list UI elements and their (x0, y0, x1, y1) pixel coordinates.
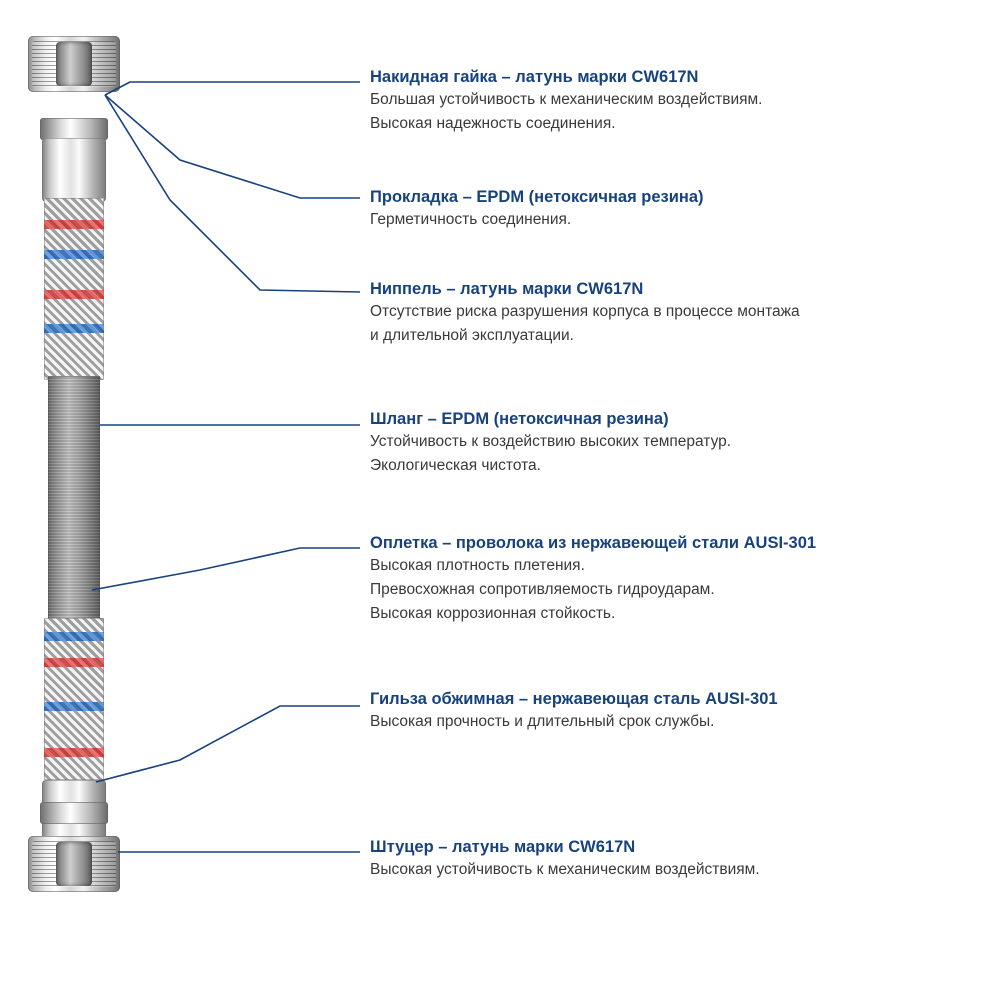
callout-line: Высокая коррозионная стойкость. (370, 605, 616, 622)
collar-bottom-part (40, 802, 108, 824)
callout-line: Превосхожная сопротивляемость гидроударам. (370, 581, 715, 598)
callout-line: Высокая плотность плетения. (370, 557, 585, 574)
callout-gilza-obzhimnaya (370, 688, 980, 734)
braid-stripe-red (44, 290, 104, 299)
callout-nakidnaya-gayka (370, 66, 980, 136)
braid-bottom-part (44, 618, 104, 780)
callout-line: Высокая надежность соединения. (370, 115, 616, 132)
callout-line: Экологическая чистота. (370, 457, 541, 474)
callout-line: Герметичность соединения. (370, 211, 572, 228)
callout-opletka (370, 532, 980, 626)
callout-title: Шланг – EPDM (нетоксичная резина) (370, 410, 669, 428)
hose-texture (48, 376, 100, 622)
braid-stripe-blue (44, 250, 104, 259)
product-illustration (18, 30, 148, 900)
ferrule-top-part (42, 138, 106, 202)
braid-stripe-red (44, 748, 104, 757)
braid-stripe-red (44, 220, 104, 229)
braid-stripe-red (44, 658, 104, 667)
callout-shtucer (370, 836, 980, 882)
nut-bore (56, 42, 92, 86)
callout-line: Устойчивость к воздействию высоких температур. (370, 433, 732, 450)
callout-nippel (370, 278, 980, 348)
callout-title: Штуцер – латунь марки CW617N (370, 838, 636, 856)
braid-top-part (44, 198, 104, 380)
collar-top-part (40, 118, 108, 140)
callout-title: Прокладка – EPDM (нетоксичная резина) (370, 188, 704, 206)
callout-title: Ниппель – латунь марки CW617N (370, 280, 644, 298)
braid-stripe-blue (44, 324, 104, 333)
shtucer-part (28, 836, 120, 892)
braid-stripe-blue (44, 702, 104, 711)
callout-title: Накидная гайка – латунь марки CW617N (370, 68, 699, 86)
braid-stripe-blue (44, 632, 104, 641)
callout-prokladka (370, 186, 980, 232)
nut-top-part (28, 36, 120, 92)
hose-part (48, 376, 100, 622)
callout-shlang (370, 408, 980, 478)
callout-line: Большая устойчивость к механическим воздействиям. (370, 91, 763, 108)
callout-line: Высокая устойчивость к механическим воздействиям. (370, 861, 760, 878)
callout-title: Гильза обжимная – нержавеющая сталь AUSI-301 (370, 690, 778, 708)
callout-line: Высокая прочность и длительный срок службы. (370, 713, 715, 730)
nut-bore (56, 842, 92, 886)
callout-line: Отсутствие риска разрушения корпуса в процессе монтажа (370, 303, 800, 320)
callout-title: Оплетка – проволока из нержавеющей стали AUSI-301 (370, 534, 817, 552)
callout-line: и длительной эксплуатации. (370, 327, 574, 344)
